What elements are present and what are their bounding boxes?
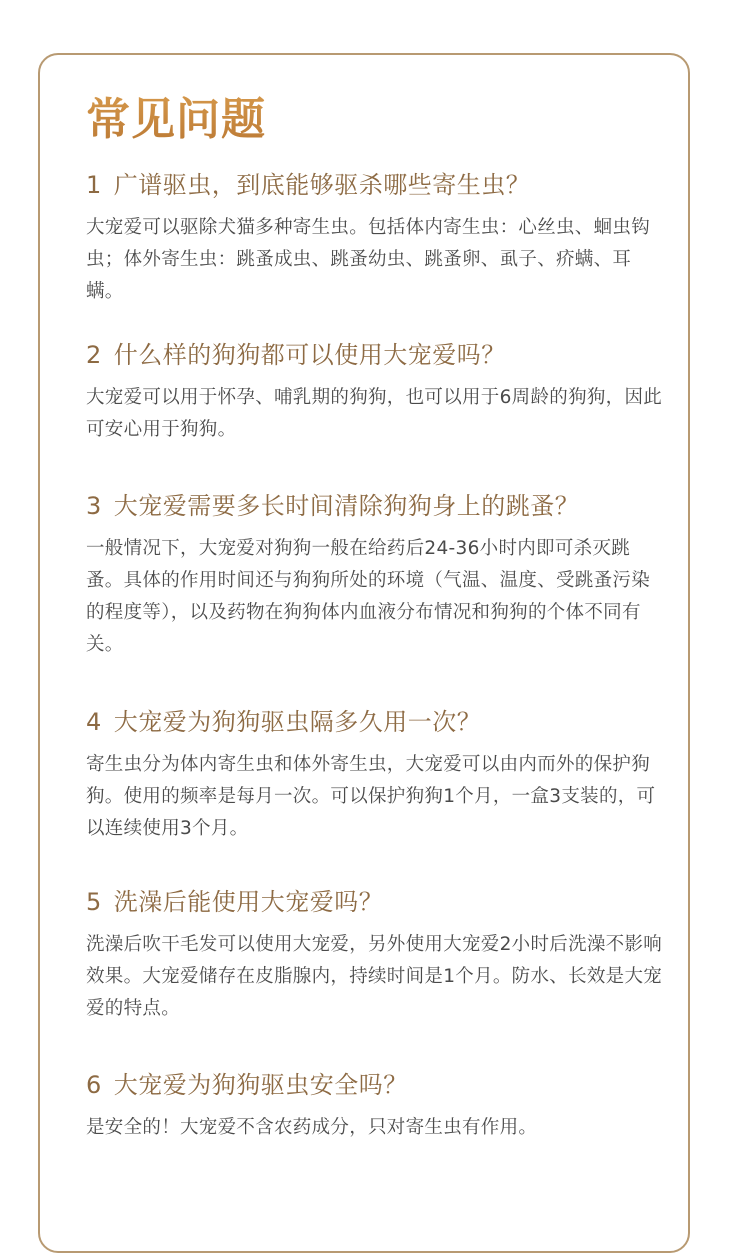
faq-answer: 寄生虫分为体内寄生虫和体外寄生虫，大宠爱可以由内而外的保护狗狗。使用的频率是每月一次。可以保护狗狗1个月，一盒3支装的，可以连续使用3个月。 [86, 754, 656, 839]
faq-item-4 [86, 705, 666, 845]
faq-number: 6 [86, 1071, 102, 1099]
faq-number: 2 [86, 341, 102, 369]
faq-number: 1 [86, 171, 102, 199]
faq-question-text: 什么样的狗狗都可以使用大宠爱吗？ [113, 341, 506, 369]
faq-item-1 [86, 168, 666, 308]
faq-question [86, 705, 666, 739]
faq-item-2 [86, 338, 666, 446]
faq-number: 4 [86, 708, 102, 736]
faq-question [86, 885, 666, 919]
faq-question [86, 168, 666, 202]
faq-answer: 洗澡后吹干毛发可以使用大宠爱，另外使用大宠爱2小时后洗澡不影响效果。大宠爱储存在皮脂腺内，持续时间是1个月。防水、长效是大宠爱的特点。 [86, 934, 663, 1019]
faq-question-text: 大宠爱需要多长时间清除狗狗身上的跳蚤？ [113, 492, 580, 520]
faq-answer: 是安全的！大宠爱不含农药成分，只对寄生虫有作用。 [86, 1117, 538, 1138]
faq-question-text: 大宠爱为狗狗驱虫安全吗？ [113, 1071, 408, 1099]
faq-answer: 大宠爱可以驱除犬猫多种寄生虫。包括体内寄生虫：心丝虫、蛔虫钩虫；体外寄生虫：跳蚤成虫、跳蚤幼虫、跳蚤卵、虱子、疥螨、耳螨。 [86, 217, 651, 302]
faq-answer: 大宠爱可以用于怀孕、哺乳期的狗狗，也可以用于6周龄的狗狗，因此可安心用于狗狗。 [86, 387, 663, 440]
faq-question [86, 1068, 666, 1102]
faq-item-6 [86, 1068, 666, 1144]
faq-question [86, 489, 666, 523]
faq-question-text: 广谱驱虫，到底能够驱杀哪些寄生虫？ [113, 171, 531, 199]
faq-item-5 [86, 885, 666, 1025]
faq-number: 5 [86, 888, 102, 916]
faq-question [86, 338, 666, 372]
faq-answer: 一般情况下，大宠爱对狗狗一般在给药后24-36小时内即可杀灭跳蚤。具体的作用时间还与狗狗所处的环境（气温、温度、受跳蚤污染的程度等），以及药物在狗狗体内血液分布情况和狗狗的个体不同有关。 [86, 538, 651, 655]
faq-number: 3 [86, 492, 102, 520]
faq-item-3 [86, 489, 666, 661]
faq-question-text: 洗澡后能使用大宠爱吗？ [113, 888, 384, 916]
faq-question-text: 大宠爱为狗狗驱虫隔多久用一次？ [113, 708, 482, 736]
page-title: 常见问题 [86, 90, 266, 150]
